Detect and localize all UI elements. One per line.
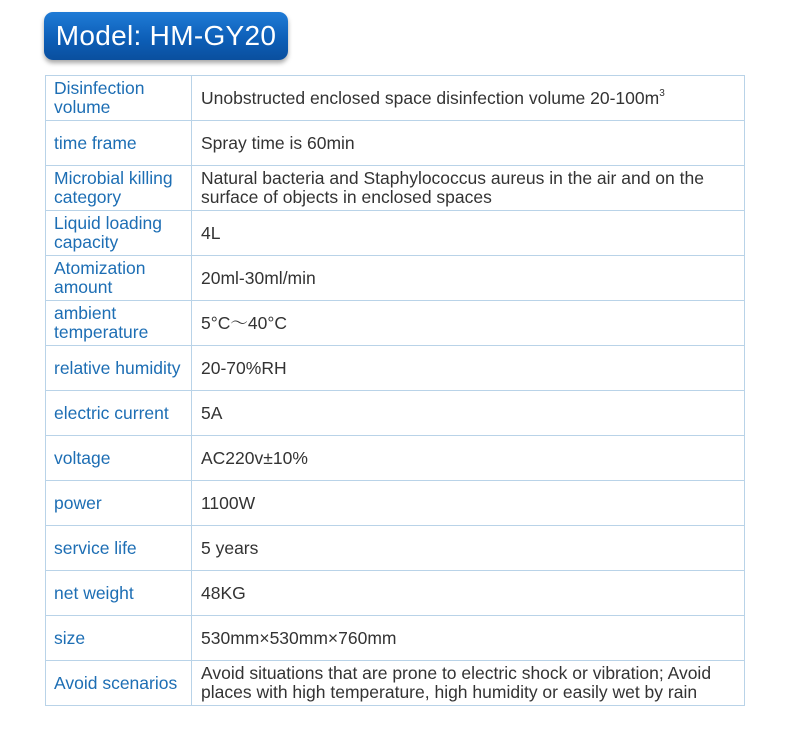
spec-value: 4L <box>192 211 745 256</box>
table-row <box>46 301 745 346</box>
table-row <box>46 436 745 481</box>
table-row <box>46 211 745 256</box>
spec-value-text: Unobstructed enclosed space disinfection volume 20-100m <box>201 87 660 108</box>
spec-value: 20-70%RH <box>192 346 745 391</box>
table-row <box>46 481 745 526</box>
spec-value: Avoid situations that are prone to electric shock or vibration; Avoid places with high temperature, high humidity or easily wet by rain <box>192 661 745 706</box>
spec-value: 5A <box>192 391 745 436</box>
spec-label: service life <box>46 526 192 571</box>
table-row <box>46 346 745 391</box>
spec-label: ambient temperature <box>46 301 192 346</box>
spec-label: relative humidity <box>46 346 192 391</box>
table-row <box>46 166 745 211</box>
table-row <box>46 121 745 166</box>
table-row <box>46 571 745 616</box>
spec-value <box>192 76 745 121</box>
spec-value: 530mm×530mm×760mm <box>192 616 745 661</box>
table-row <box>46 391 745 436</box>
table-row <box>46 616 745 661</box>
spec-value: 20ml-30ml/min <box>192 256 745 301</box>
spec-value: 1100W <box>192 481 745 526</box>
spec-value-superscript: 3 <box>659 87 665 99</box>
spec-label: net weight <box>46 571 192 616</box>
spec-value: 48KG <box>192 571 745 616</box>
spec-label: voltage <box>46 436 192 481</box>
spec-label: Atomization amount <box>46 256 192 301</box>
spec-value: Spray time is 60min <box>192 121 745 166</box>
spec-label: power <box>46 481 192 526</box>
spec-label: Microbial killing category <box>46 166 192 211</box>
spec-label: size <box>46 616 192 661</box>
spec-label: time frame <box>46 121 192 166</box>
model-title: Model: HM-GY20 <box>44 12 288 60</box>
spec-label: Liquid loading capacity <box>46 211 192 256</box>
table-row <box>46 76 745 121</box>
spec-value: 5 years <box>192 526 745 571</box>
table-row <box>46 256 745 301</box>
spec-value: AC220v±10% <box>192 436 745 481</box>
spec-label: Disinfection volume <box>46 76 192 121</box>
table-row <box>46 661 745 706</box>
spec-value: 5°C～40°C <box>192 301 745 346</box>
spec-value: Natural bacteria and Staphylococcus aureus in the air and on the surface of objects in enclosed spaces <box>192 166 745 211</box>
spec-table <box>45 75 745 706</box>
spec-label: electric current <box>46 391 192 436</box>
spec-label: Avoid scenarios <box>46 661 192 706</box>
table-row <box>46 526 745 571</box>
